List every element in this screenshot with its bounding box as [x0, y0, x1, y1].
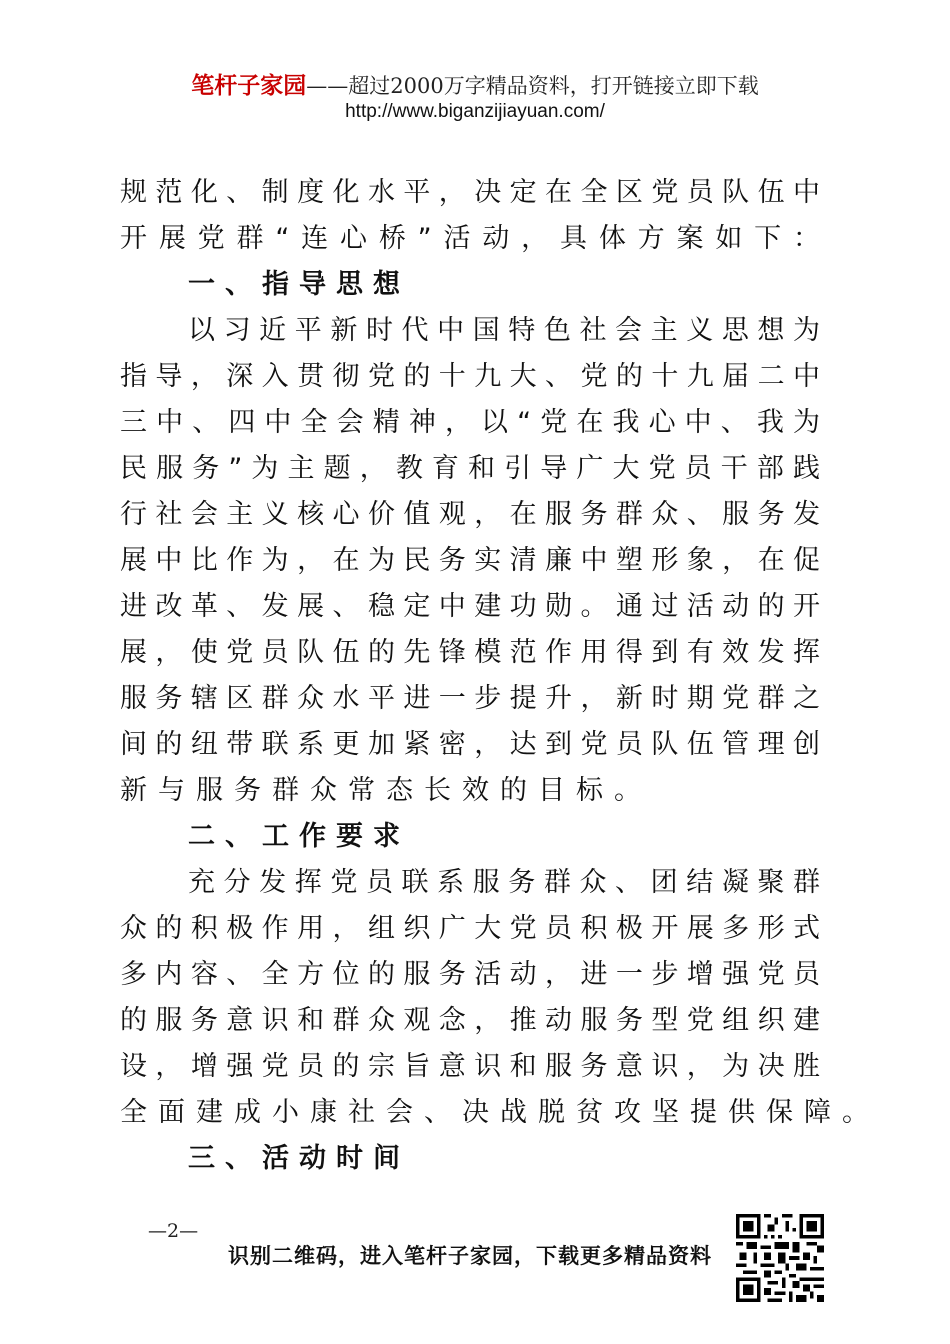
body-line: 指导，深入贯彻党的十九大、党的十九届二中	[120, 361, 820, 392]
document-body	[120, 170, 880, 1182]
body-line: 以习近平新时代中国特色社会主义思想为	[188, 315, 820, 346]
section-heading: 二、工作要求	[188, 821, 410, 852]
footer-note: 识别二维码，进入笔杆子家园，下载更多精品资料	[228, 1243, 712, 1268]
body-line: 进改革、发展、稳定中建功勋。通过活动的开	[120, 591, 820, 622]
header-banner	[0, 72, 950, 100]
body-line: 全面建成小康社会、决战脱贫攻坚提供保障。	[120, 1097, 880, 1128]
brand-name[interactable]: 笔杆子家园	[191, 72, 307, 99]
body-line: 展中比作为，在为民务实清廉中塑形象，在促	[120, 545, 820, 576]
body-line: 新与服务群众常态长效的目标。	[120, 775, 652, 806]
header-url[interactable]: http://www.biganzijiayuan.com/	[345, 101, 605, 122]
body-line: 众的积极作用，组织广大党员积极开展多形式	[120, 913, 820, 944]
section-heading: 三、活动时间	[188, 1143, 410, 1174]
body-line: 展，使党员队伍的先锋模范作用得到有效发挥	[120, 637, 820, 668]
section-heading: 一、指导思想	[188, 269, 410, 300]
body-line: 设，增强党员的宗旨意识和服务意识，为决胜	[120, 1051, 820, 1082]
body-line: 行社会主义核心价值观，在服务群众、服务发	[120, 499, 820, 530]
page-number: —2—	[148, 1220, 199, 1242]
qr-code-icon[interactable]	[736, 1214, 824, 1302]
body-line: 充分发挥党员联系服务群众、团结凝聚群	[188, 867, 820, 898]
body-line: 的服务意识和群众观念，推动服务型党组织建	[120, 1005, 820, 1036]
body-line: 开展党群“连心桥”活动，具体方案如下：	[120, 223, 820, 254]
body-line: 三中、四中全会精神，以“党在我心中、我为	[120, 407, 820, 438]
body-line: 多内容、全方位的服务活动，进一步增强党员	[120, 959, 820, 990]
body-line: 服务辖区群众水平进一步提升，新时期党群之	[120, 683, 820, 714]
header-tagline: ——超过2000万字精品资料，打开链接立即下载	[306, 74, 759, 98]
body-line: 规范化、制度化水平，决定在全区党员队伍中	[120, 177, 820, 208]
body-line: 间的纽带联系更加紧密，达到党员队伍管理创	[120, 729, 820, 760]
body-line: 民服务”为主题，教育和引导广大党员干部践	[120, 453, 820, 484]
